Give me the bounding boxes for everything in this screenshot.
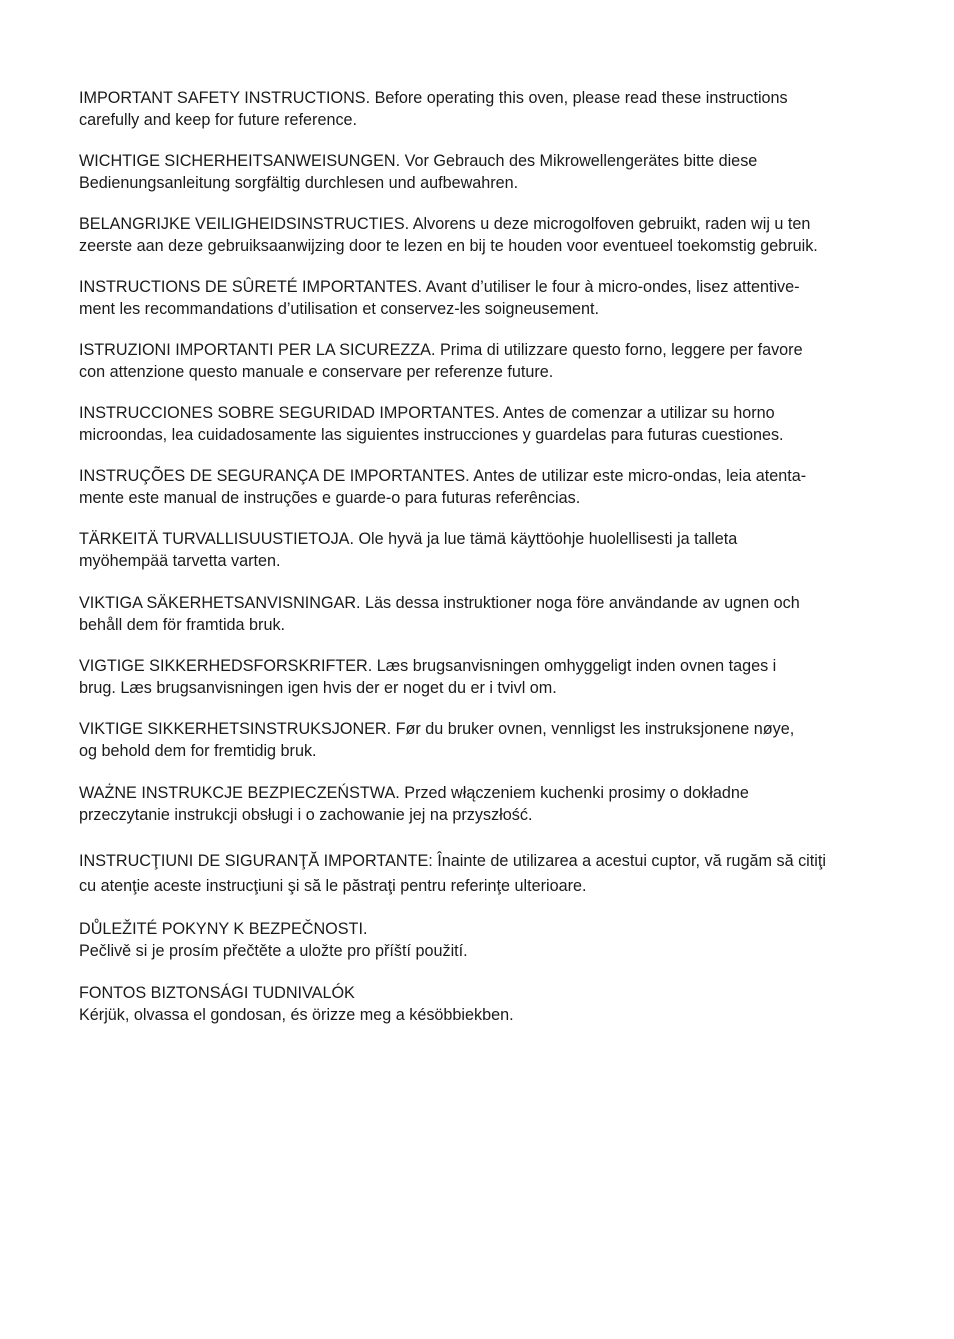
instruction-en: IMPORTANT SAFETY INSTRUCTIONS. Before operating this oven, please read these instructions carefully and keep for future reference. — [79, 89, 788, 129]
instruction-de: WICHTIGE SICHERHEITSANWEISUNGEN. Vor Gebrauch des Mikrowellengerätes bitte diese Bedienungsanleitung sorgfältig durchlesen und aufbewahren. — [79, 152, 758, 192]
safety-instructions-page — [79, 88, 879, 1026]
instruction-fr: INSTRUCTIONS DE SÛRETÉ IMPORTANTES. Avant d’utiliser le four à micro-ondes, lisez attentive- ment les recommandations d’utilisation et conservez-les soigneusement. — [79, 278, 800, 318]
instruction-nl: BELANGRIJKE VEILIGHEIDSINSTRUCTIES. Alvorens u deze microgolfoven gebruikt, raden wij u ten zeerste aan deze gebruiksaanwijzing door te lezen en bij te houden voor eventueel toekomstig gebruik. — [79, 215, 818, 255]
instruction-fi: TÄRKEITÄ TURVALLISUUSTIETOJA. Ole hyvä ja lue tämä käyttöohje huolellisesti ja talleta myöhempää tarvetta varten. — [79, 530, 738, 570]
instruction-ro: INSTRUCŢIUNI DE SIGURANŢĂ IMPORTANTE: Înainte de utilizarea a acestui cuptor, vă rugăm să citiţi cu atenţie aceste instrucţiuni şi să le păstraţi pentru referinţe ulterioare. — [79, 852, 826, 895]
instruction-sv: VIKTIGA SÄKERHETSANVISNINGAR. Läs dessa instruktioner noga före användande av ugnen och behåll dem för framtida bruk. — [79, 594, 800, 634]
instruction-no: VIKTIGE SIKKERHETSINSTRUKSJONER. Før du bruker ovnen, vennligst les instruksjonene nøye, og behold dem for fremtidig bruk. — [79, 720, 795, 760]
instruction-it: ISTRUZIONI IMPORTANTI PER LA SICUREZZA. Prima di utilizzare questo forno, leggere per favore con attenzione questo manuale e conservare per referenze future. — [79, 341, 803, 381]
instruction-da: VIGTIGE SIKKERHEDSFORSKRIFTER. Læs brugsanvisningen omhyggeligt inden ovnen tages i brug. Læs brugsanvisningen igen hvis der er noget du er i tvivl om. — [79, 657, 777, 697]
instruction-cs: DŮLEŽITÉ POKYNY K BEZPEČNOSTI. Pečlivě si je prosím přečtěte a uložte pro příští použití. — [79, 920, 468, 960]
instruction-es: INSTRUCCIONES SOBRE SEGURIDAD IMPORTANTES. Antes de comenzar a utilizar su horno microondas, lea cuidadosamente las siguientes instrucciones y guardelas para futuras cuestiones. — [79, 404, 784, 444]
instruction-hu: FONTOS BIZTONSÁGI TUDNIVALÓK Kérjük, olvassa el gondosan, és örizze meg a késöbbiekben. — [79, 984, 514, 1024]
instruction-pt: INSTRUÇÕES DE SEGURANÇA DE IMPORTANTES. Antes de utilizar este micro-ondas, leia atenta- mente este manual de instruções e guarde-o para futuras referências. — [79, 467, 807, 507]
instruction-pl: WAŻNE INSTRUKCJE BEZPIECZEŃSTWA. Przed włączeniem kuchenki prosimy o dokładne przeczytanie instrukcji obsługi i o zachowanie jej na przyszłość. — [79, 784, 749, 824]
